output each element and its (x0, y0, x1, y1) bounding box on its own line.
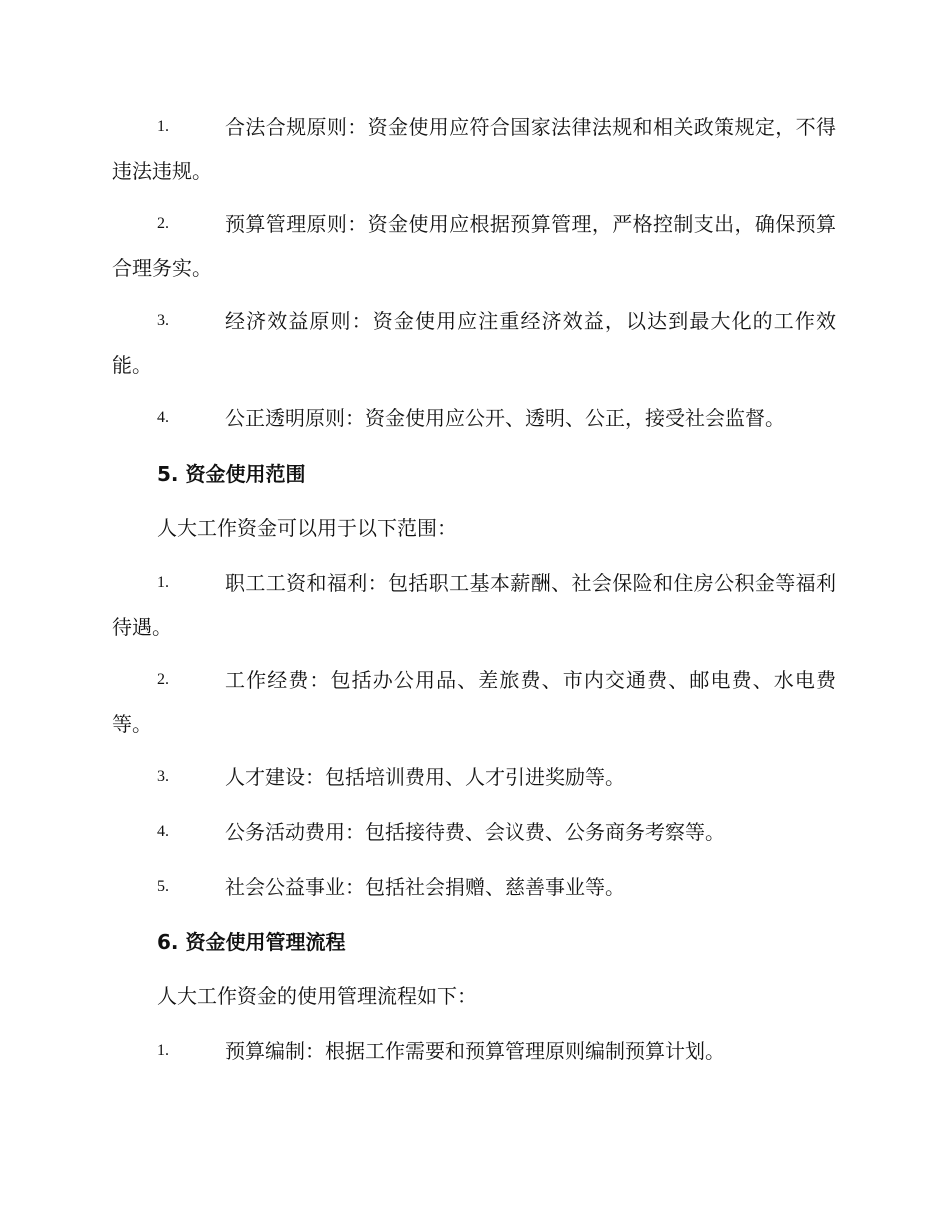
list-number: 3. (157, 312, 169, 329)
list-number: 4. (157, 409, 169, 426)
list-item-process-budgeting (112, 1029, 836, 1073)
section-heading-scope: 5. 资金使用范围 (157, 462, 306, 486)
list-number: 2. (157, 671, 169, 688)
list-item-text: 经济效益原则：资金使用应注重经济效益，以达到最大化的工作效能。 (112, 309, 836, 377)
list-number: 1. (157, 118, 169, 135)
list-number: 1. (157, 574, 169, 591)
list-item-principle-budget (112, 202, 836, 290)
list-item-scope-talent (112, 755, 836, 799)
list-number: 4. (157, 823, 169, 840)
list-item-principle-legal (112, 105, 836, 193)
list-item-text: 工作经费：包括办公用品、差旅费、市内交通费、邮电费、水电费等。 (112, 668, 836, 736)
list-item-scope-official (112, 810, 836, 854)
list-number: 3. (157, 768, 169, 785)
list-item-text: 人才建设：包括培训费用、人才引进奖励等。 (225, 765, 625, 789)
list-item-text: 公正透明原则：资金使用应公开、透明、公正，接受社会监督。 (225, 406, 785, 430)
list-item-scope-charity (112, 865, 836, 909)
list-item-text: 预算管理原则：资金使用应根据预算管理，严格控制支出，确保预算合理务实。 (112, 212, 836, 280)
list-item-text: 预算编制：根据工作需要和预算管理原则编制预算计划。 (225, 1039, 725, 1063)
section-intro-process: 人大工作资金的使用管理流程如下： (157, 984, 477, 1008)
list-item-text: 职工工资和福利：包括职工基本薪酬、社会保险和住房公积金等福利待遇。 (112, 571, 836, 639)
list-item-text: 公务活动费用：包括接待费、会议费、公务商务考察等。 (225, 820, 725, 844)
list-item-principle-transparency (112, 396, 836, 440)
list-number: 5. (157, 878, 169, 895)
list-item-scope-expenses (112, 658, 836, 746)
list-item-scope-salary (112, 561, 836, 649)
list-number: 2. (157, 215, 169, 232)
list-item-text: 合法合规原则：资金使用应符合国家法律法规和相关政策规定，不得违法违规。 (112, 115, 836, 183)
list-item-principle-efficiency (112, 299, 836, 387)
section-heading-process: 6. 资金使用管理流程 (157, 930, 346, 954)
list-item-text: 社会公益事业：包括社会捐赠、慈善事业等。 (225, 875, 625, 899)
section-intro-scope: 人大工作资金可以用于以下范围： (157, 516, 457, 540)
list-number: 1. (157, 1042, 169, 1059)
